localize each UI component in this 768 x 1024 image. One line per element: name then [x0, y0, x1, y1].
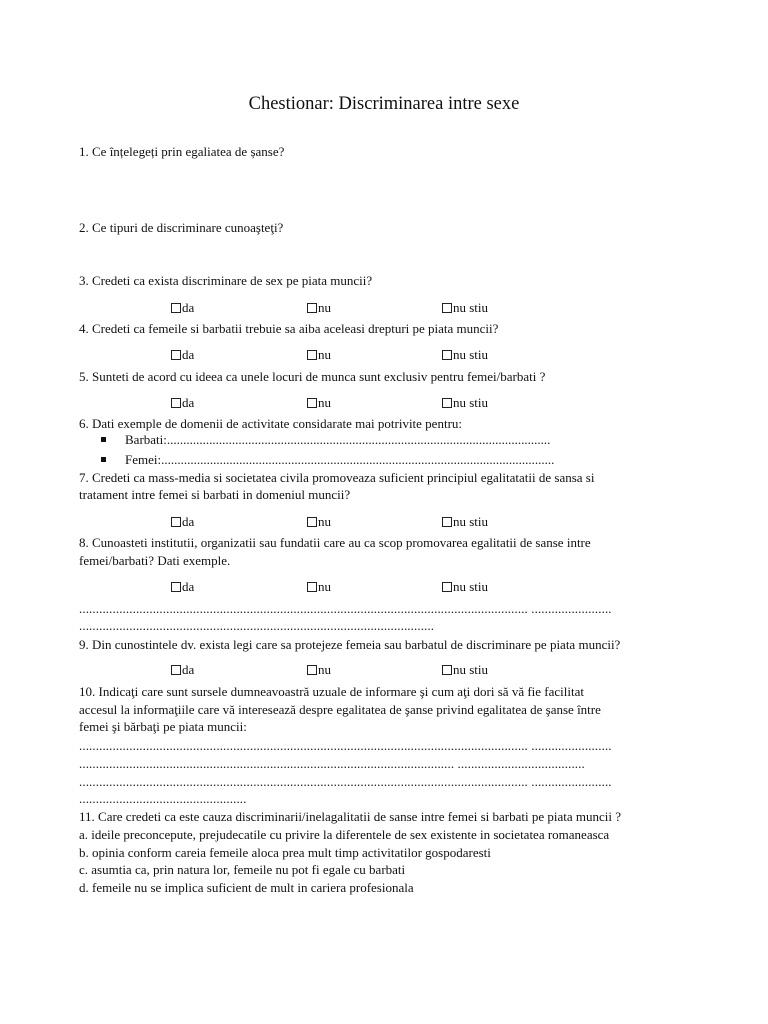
checkbox-icon[interactable]	[442, 303, 452, 313]
checkbox-icon[interactable]	[307, 517, 317, 527]
checkbox-icon[interactable]	[171, 350, 181, 360]
checkbox-icon[interactable]	[442, 582, 452, 592]
q4-option-da[interactable]: da	[171, 347, 194, 363]
bullet-icon	[101, 437, 106, 442]
q3-option-nu-stiu[interactable]: nu stiu	[442, 300, 488, 316]
checkbox-icon[interactable]	[307, 350, 317, 360]
q8-option-nu-stiu[interactable]: nu stiu	[442, 579, 488, 595]
question-8-line1: 8. Cunoasteti institutii, organizatii sau fundatii care au ca scop promovarea egalitatii de sanse intre	[79, 535, 591, 550]
q8-answer-line-1[interactable]: ...................................................................................................................................... ........................	[79, 601, 612, 616]
q9-option-nu-stiu[interactable]: nu stiu	[442, 662, 488, 678]
question-2: 2. Ce tipuri de discriminare cunoaşteţi?	[79, 220, 284, 235]
question-7-line1: 7. Credeti ca mass-media si societatea civila promoveaza suficient principiul egalitatatii de sansa si	[79, 470, 595, 485]
checkbox-icon[interactable]	[171, 517, 181, 527]
q11-option-a[interactable]: a. ideile preconcepute, prejudecatile cu privire la diferentele de sex existente in societatea romaneasca	[79, 827, 610, 842]
q7-option-nu[interactable]: nu	[307, 514, 331, 530]
checkbox-icon[interactable]	[442, 665, 452, 675]
checkbox-icon[interactable]	[307, 303, 317, 313]
q8-answer-line-2[interactable]: ..........................................................................................................	[79, 618, 435, 633]
question-7-line2: tratament intre femei si barbati in domeniul muncii?	[79, 487, 351, 502]
q11-option-b[interactable]: b. opinia conform careia femeile aloca prea mult timp activitatilor gospodaresti	[79, 845, 491, 860]
q4-option-nu[interactable]: nu	[307, 347, 331, 363]
q8-option-nu[interactable]: nu	[307, 579, 331, 595]
checkbox-icon[interactable]	[307, 582, 317, 592]
q10-answer-line-4[interactable]: ..................................................	[79, 791, 247, 806]
q9-option-nu[interactable]: nu	[307, 662, 331, 678]
checkbox-icon[interactable]	[307, 665, 317, 675]
q5-option-nu[interactable]: nu	[307, 395, 331, 411]
checkbox-icon[interactable]	[171, 398, 181, 408]
question-4: 4. Credeti ca femeile si barbatii trebuie sa aiba aceleasi drepturi pe piata muncii?	[79, 321, 499, 336]
checkbox-icon[interactable]	[171, 665, 181, 675]
question-6: 6. Dati exemple de domenii de activitate considarate mai potrivite pentru:	[79, 416, 463, 431]
q7-option-da[interactable]: da	[171, 514, 194, 530]
q11-option-c[interactable]: c. asumtia ca, prin natura lor, femeile nu pot fi egale cu barbati	[79, 862, 406, 877]
q9-option-da[interactable]: da	[171, 662, 194, 678]
q3-option-nu[interactable]: nu	[307, 300, 331, 316]
question-11: 11. Care credeti ca este cauza discriminarii/inelagalitatii de sanse intre femei si barbati pe piata muncii ?	[79, 809, 622, 824]
checkbox-icon[interactable]	[171, 582, 181, 592]
q5-option-da[interactable]: da	[171, 395, 194, 411]
checkbox-icon[interactable]	[442, 398, 452, 408]
q11-option-d[interactable]: d. femeile nu se implica suficient de mult in cariera profesionala	[79, 880, 414, 895]
question-9: 9. Din cunostintele dv. exista legi care sa protejeze femeia sau barbatul de discriminare pe piata muncii?	[79, 637, 621, 652]
q10-answer-line-2[interactable]: ................................................................................................................ ......................................	[79, 756, 585, 771]
bullet-icon	[101, 457, 106, 462]
checkbox-icon[interactable]	[171, 303, 181, 313]
question-10-line3: femei şi bărbaţi pe piata muncii:	[79, 719, 247, 734]
q3-option-da[interactable]: da	[171, 300, 194, 316]
question-5: 5. Sunteti de acord cu ideea ca unele locuri de munca sunt exclusiv pentru femei/barbati ?	[79, 369, 546, 384]
q8-option-da[interactable]: da	[171, 579, 194, 595]
q5-option-nu-stiu[interactable]: nu stiu	[442, 395, 488, 411]
q10-answer-line-1[interactable]: ...................................................................................................................................... ........................	[79, 738, 612, 753]
q4-option-nu-stiu[interactable]: nu stiu	[442, 347, 488, 363]
page-title: Chestionar: Discriminarea intre sexe	[248, 94, 520, 114]
q6-barbati-line[interactable]: Barbati:......................................................................................................................	[125, 432, 551, 447]
question-1: 1. Ce înțelegeți prin egaliatea de șanse?	[79, 144, 285, 159]
question-10-line2: accesul la informaţiile care vă interesează despre egalitatea de şanse privind egalitatea de şanse între	[79, 702, 601, 717]
checkbox-icon[interactable]	[442, 517, 452, 527]
q10-answer-line-3[interactable]: ...................................................................................................................................... ........................	[79, 774, 612, 789]
question-8-line2: femei/barbati? Dati exemple.	[79, 553, 231, 568]
question-10-line1: 10. Indicaţi care sunt sursele dumneavoastră uzuale de informare şi cum aţi dori să vă fie facilitat	[79, 684, 584, 699]
checkbox-icon[interactable]	[442, 350, 452, 360]
checkbox-icon[interactable]	[307, 398, 317, 408]
q7-option-nu-stiu[interactable]: nu stiu	[442, 514, 488, 530]
question-3: 3. Credeti ca exista discriminare de sex pe piata muncii?	[79, 273, 373, 288]
q6-femei-line[interactable]: Femei:.........................................................................................................................	[125, 452, 555, 467]
